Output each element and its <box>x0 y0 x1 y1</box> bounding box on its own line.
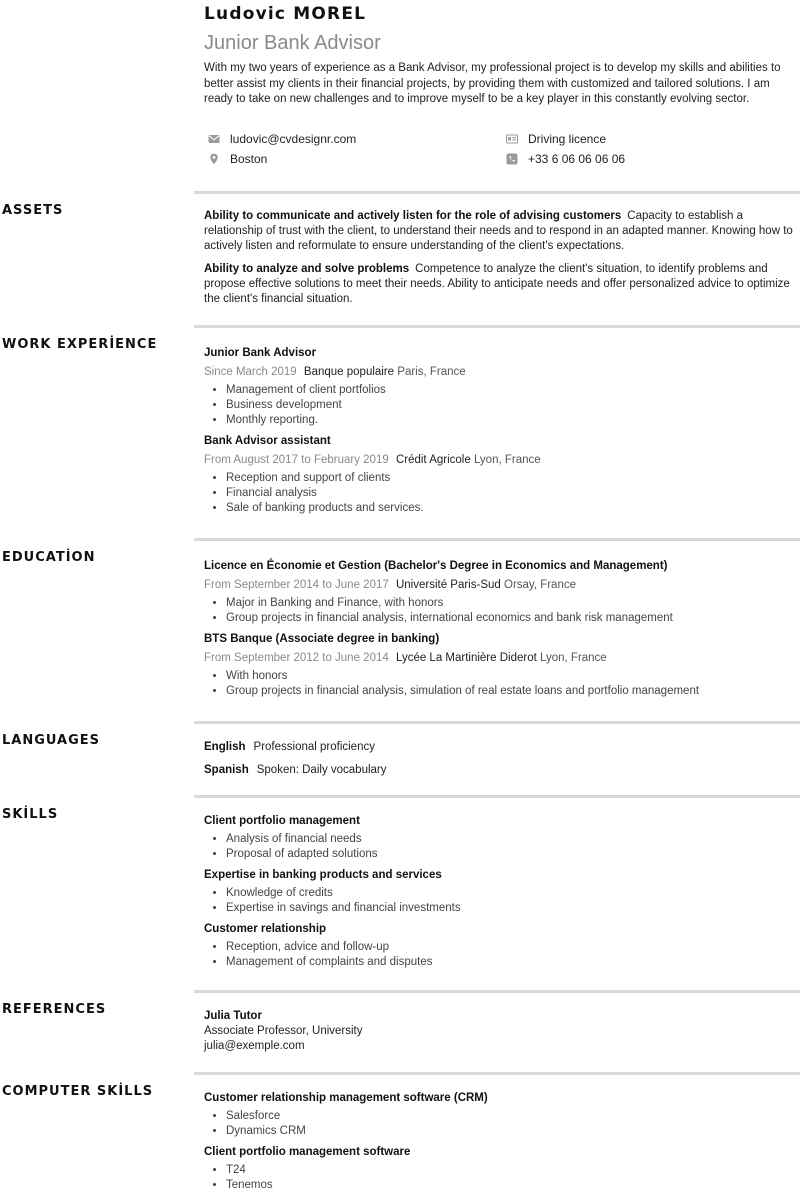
assets-body <box>204 209 794 315</box>
reference-role: Associate Professor, University <box>204 1025 363 1037</box>
asset-heading: Ability to analyze and solve problems <box>204 263 410 275</box>
entry-location: Paris, France <box>397 366 466 378</box>
education-body <box>204 557 794 705</box>
list-item: • Sale of banking products and services. <box>226 501 794 516</box>
list-item: • Analysis of financial needs <box>226 832 794 847</box>
section-divider <box>194 325 800 328</box>
skill-bullets <box>204 832 794 862</box>
location-text: Boston <box>230 152 268 166</box>
list-item: • T24 <box>226 1163 794 1178</box>
work-entry <box>204 434 794 516</box>
language-level: Professional proficiency <box>253 741 375 753</box>
skill-bullets <box>204 886 794 916</box>
email-text: ludovic@cvdesignr.com <box>230 132 357 146</box>
list-item: • Proposal of adapted solutions <box>226 847 794 862</box>
envelope-icon <box>208 133 220 145</box>
entry-meta <box>204 365 794 380</box>
entry-date: Since March 2019 <box>204 366 297 378</box>
id-card-icon <box>506 133 518 145</box>
entry-org: Lycée La Martinière Diderot <box>395 652 537 664</box>
references-body <box>204 1009 794 1054</box>
skills-body <box>204 814 794 976</box>
skill-group-title: Customer relationship management software (CRM) <box>204 1092 488 1104</box>
entry-org: Université Paris-Sud <box>395 579 501 591</box>
list-item: • Group projects in financial analysis, international economics and bank risk management <box>226 611 794 626</box>
asset-item <box>204 262 794 307</box>
list-item: • Knowledge of credits <box>226 886 794 901</box>
list-item: • Major in Banking and Finance, with honors <box>226 596 794 611</box>
contact-email[interactable] <box>208 132 356 146</box>
entry-location: Lyon, France <box>540 652 607 664</box>
section-divider <box>194 538 800 541</box>
section-divider <box>194 1072 800 1075</box>
list-item: • Monthly reporting. <box>226 413 794 428</box>
skill-group <box>204 814 794 862</box>
reference-name: Julia Tutor <box>204 1010 262 1022</box>
skill-group-title: Client portfolio management software <box>204 1146 411 1158</box>
entry-bullets <box>204 471 794 516</box>
section-divider <box>194 990 800 993</box>
section-title-assets: ASSETS <box>2 203 64 218</box>
list-item: • Management of client portfolios <box>226 383 794 398</box>
section-title-computer-skills: COMPUTER SKİLLS <box>2 1084 154 1099</box>
section-divider <box>194 191 800 194</box>
entry-location: Lyon, France <box>473 454 541 466</box>
entry-title: Junior Bank Advisor <box>204 347 317 359</box>
skill-bullets <box>204 1109 794 1139</box>
list-item: • Tenemos <box>226 1178 794 1193</box>
skill-group-title: Customer relationship <box>204 923 327 935</box>
entry-date: From September 2012 to June 2014 <box>204 652 389 664</box>
list-item: • Dynamics CRM <box>226 1124 794 1139</box>
section-divider <box>194 721 800 724</box>
language-name: Spanish <box>204 764 249 776</box>
list-item: • Business development <box>226 398 794 413</box>
skill-group <box>204 1145 794 1193</box>
entry-title: BTS Banque (Associate degree in banking) <box>204 633 440 645</box>
skill-group <box>204 1091 794 1139</box>
entry-meta <box>204 651 794 666</box>
entry-meta <box>204 578 794 593</box>
contact-phone[interactable] <box>506 152 625 166</box>
list-item: • With honors <box>226 669 794 684</box>
job-title: Junior Bank Advisor <box>204 32 381 54</box>
language-level: Spoken: Daily vocabulary <box>256 764 387 776</box>
phone-text: +33 6 06 06 06 06 <box>528 152 626 166</box>
skill-bullets <box>204 940 794 970</box>
section-title-skills: SKİLLS <box>2 807 59 822</box>
contact-location <box>208 152 267 166</box>
reference-email[interactable]: julia@exemple.com <box>204 1040 305 1052</box>
map-pin-icon <box>208 153 220 165</box>
section-divider <box>194 795 800 798</box>
license-text: Driving licence <box>528 132 607 146</box>
phone-icon <box>506 153 518 165</box>
list-item: • Salesforce <box>226 1109 794 1124</box>
language-item <box>204 763 794 778</box>
education-entry <box>204 632 794 699</box>
skill-group-title: Client portfolio management <box>204 815 360 827</box>
language-item <box>204 740 794 755</box>
section-title-references: REFERENCES <box>2 1002 107 1017</box>
entry-title: Bank Advisor assistant <box>204 435 331 447</box>
list-item: • Expertise in savings and financial investments <box>226 901 794 916</box>
list-item: • Financial analysis <box>226 486 794 501</box>
languages-body <box>204 740 794 786</box>
asset-heading: Ability to communicate and actively listen for the role of advising customers <box>204 210 622 222</box>
computer-skills-body <box>204 1091 794 1193</box>
candidate-name: Ludovic MOREL <box>204 4 367 24</box>
skill-group-title: Expertise in banking products and services <box>204 869 442 881</box>
contact-license <box>506 132 606 146</box>
entry-location: Orsay, France <box>504 579 576 591</box>
entry-bullets <box>204 669 794 699</box>
skill-group <box>204 922 794 970</box>
entry-bullets <box>204 596 794 626</box>
work-body <box>204 344 794 522</box>
entry-bullets <box>204 383 794 428</box>
language-name: English <box>204 741 246 753</box>
section-title-work: WORK EXPERİENCE <box>2 337 158 352</box>
entry-title: Licence en Économie et Gestion (Bachelor's Degree in Economics and Management) <box>204 560 668 572</box>
list-item: • Management of complaints and disputes <box>226 955 794 970</box>
skill-group <box>204 868 794 916</box>
skill-bullets <box>204 1163 794 1193</box>
list-item: • Reception, advice and follow-up <box>226 940 794 955</box>
section-title-education: EDUCATİON <box>2 550 96 565</box>
profile-summary: With my two years of experience as a Bank Advisor, my professional project is to develop my skills and abilities to better assist my clients in their financial projects, by providing them with customized and tailored solutions. I am ready to take on new challenges and to improve myself to be a key player in this constantly evolving sector. <box>204 62 781 105</box>
work-entry <box>204 346 794 428</box>
asset-item <box>204 209 794 254</box>
entry-meta <box>204 453 794 468</box>
entry-date: From August 2017 to February 2019 <box>204 454 389 466</box>
entry-org: Banque populaire <box>303 366 395 378</box>
education-entry <box>204 559 794 626</box>
list-item: • Group projects in financial analysis, simulation of real estate loans and portfolio management <box>226 684 794 699</box>
list-item: • Reception and support of clients <box>226 471 794 486</box>
resume-header <box>204 4 790 108</box>
entry-date: From September 2014 to June 2017 <box>204 579 389 591</box>
entry-org: Crédit Agricole <box>395 454 471 466</box>
section-title-languages: LANGUAGES <box>2 733 101 748</box>
asset-text: Capacity to establish a relationship of trust with the client, to understand their needs and to respond in an adapted manner. Knowing how to actively listen and reformulate to ensure understanding of the client's expectations. <box>204 210 793 252</box>
asset-text: Competence to analyze the client's situation, to identify problems and propose effective solutions to meet their needs. Ability to anticipate needs and offer personalized advice to optimize the client's financial situation. <box>204 263 790 305</box>
